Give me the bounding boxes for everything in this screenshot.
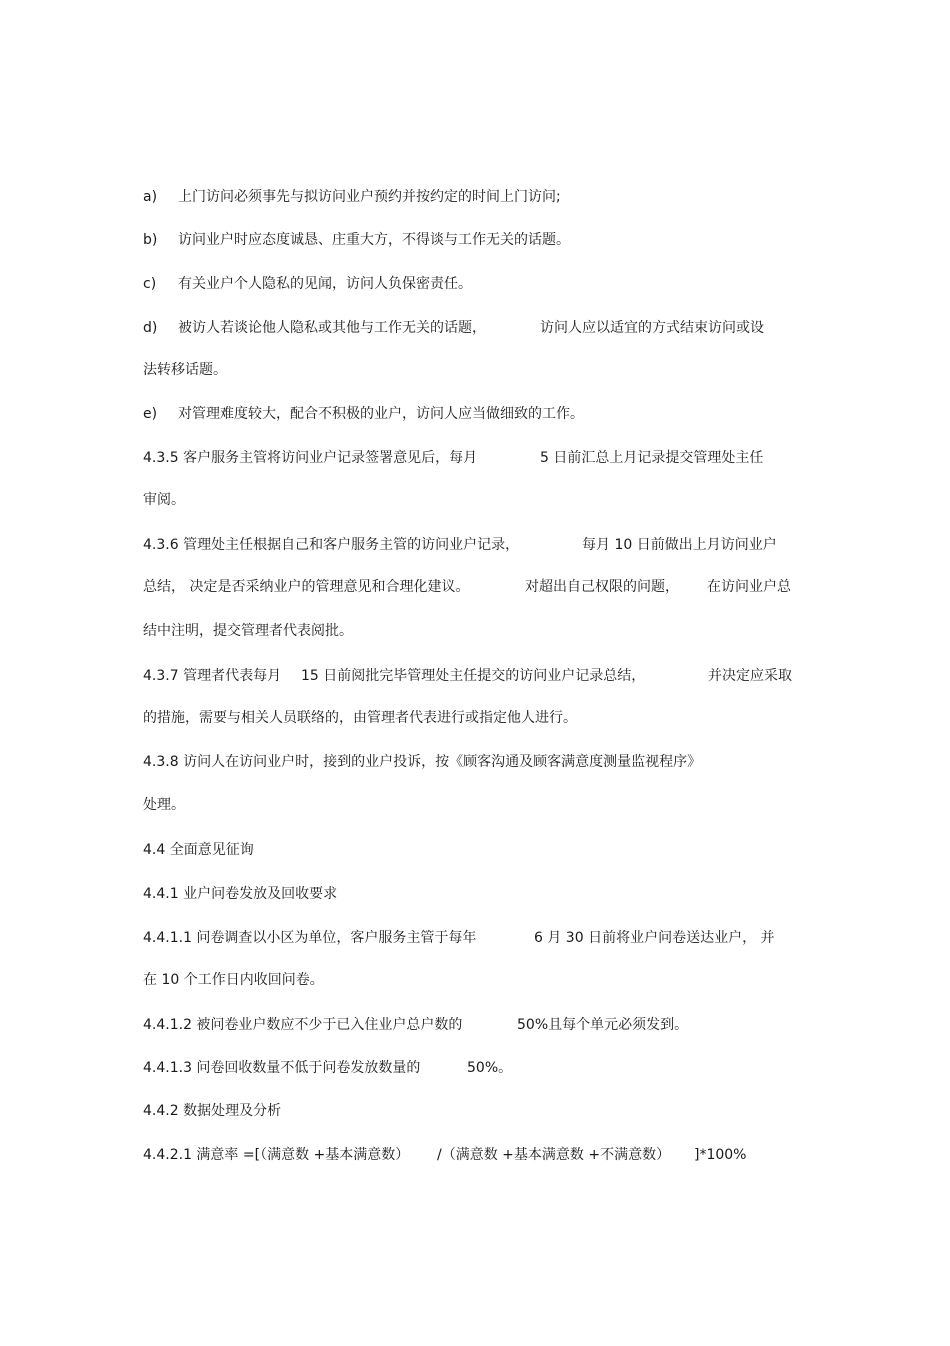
clause-4-3-7-part-2: 15 日前阅批完毕管理处主任提交的访问业户记录总结， [301,668,646,684]
clause-4-4-1-2-part-1: 4.4.1.2 被问卷业户数应不少于已入住业户总户数的 [143,1017,463,1033]
clause-4-3-8-part-1: 4.3.8 访问人在访问业户时，接到的业户投诉，按《顾客沟通及顾客满意度测量监视程序》 [143,754,702,770]
clause-4-4-1-3-part-1: 4.4.1.3 问卷回收数量不低于问卷发放数量的 [143,1060,421,1076]
clause-4-3-5-part-2: 5 日前汇总上月记录提交管理处主任 [540,450,764,466]
clause-4-3-7-part-3: 并决定应采取 [708,668,792,684]
list-item-a-text: 上门访问必须事先与拟访问业户预约并按约定的时间上门访问; [178,189,561,205]
clause-4-3-7-part-1: 4.3.7 管理者代表每月 [143,668,282,684]
list-item-d-text-2: 访问人应以适宜的方式结束访问或设 [540,320,764,336]
list-label-e: e) [143,406,158,422]
list-label-d: d) [143,320,158,336]
clause-4-3-6-part-3: 总结， 决定是否采纳业户的管理意见和合理化建议。 [143,579,470,595]
clause-4-3-6-part-5: 在访问业户总 [707,579,791,595]
list-label-b: b) [143,232,158,248]
clause-4-3-7-part-4: 的措施，需要与相关人员联络的，由管理者代表进行或指定他人进行。 [143,710,577,726]
list-label-c: c) [143,276,157,292]
clause-4-3-5-part-1: 4.3.5 客户服务主管将访问业户记录签署意见后，每月 [143,450,478,466]
list-item-d-text-1: 被访人若谈论他人隐私或其他与工作无关的话题， [178,320,486,336]
section-4-4-heading: 4.4 全面意见征询 [143,842,254,858]
section-4-4-2-heading: 4.4.2 数据处理及分析 [143,1103,282,1119]
clause-4-3-6-part-1: 4.3.6 管理处主任根据自己和客户服务主管的访问业户记录， [143,537,520,553]
list-label-a: a) [143,189,158,205]
clause-4-4-1-1-part-1: 4.4.1.1 问卷调查以小区为单位，客户服务主管于每年 [143,930,477,946]
section-4-4-1-heading: 4.4.1 业户问卷发放及回收要求 [143,886,338,902]
clause-4-3-5-part-3: 审阅。 [143,492,185,508]
clause-4-4-2-1-part-1: 4.4.2.1 满意率 =[（满意数 +基本满意数） [143,1147,410,1163]
clause-4-4-1-1-part-2: 6 月 30 日前将业户问卷送达业户， 并 [534,930,775,946]
clause-4-4-1-3-part-2: 50%。 [467,1060,513,1076]
clause-4-3-6-part-4: 对超出自己权限的问题， [525,579,679,595]
clause-4-4-1-1-part-3: 在 10 个工作日内收回问卷。 [143,972,324,988]
list-item-b-text: 访问业户时应态度诚恳、庄重大方，不得谈与工作无关的话题。 [178,232,570,248]
clause-4-4-2-1-part-3: ]*100% [694,1147,747,1163]
list-item-c-text: 有关业户个人隐私的见闻，访问人负保密责任。 [178,276,472,292]
list-item-e-text: 对管理难度较大，配合不积极的业户，访问人应当做细致的工作。 [178,406,584,422]
clause-4-3-8-part-2: 处理。 [143,797,185,813]
clause-4-3-6-part-6: 结中注明，提交管理者代表阅批。 [143,623,353,639]
list-item-d-text-3: 法转移话题。 [143,362,227,378]
clause-4-3-6-part-2: 每月 10 日前做出上月访问业户 [582,537,777,553]
clause-4-4-2-1-part-2: /（满意数 +基本满意数 +不满意数） [437,1147,671,1163]
clause-4-4-1-2-part-2: 50%且每个单元必须发到。 [517,1017,689,1033]
